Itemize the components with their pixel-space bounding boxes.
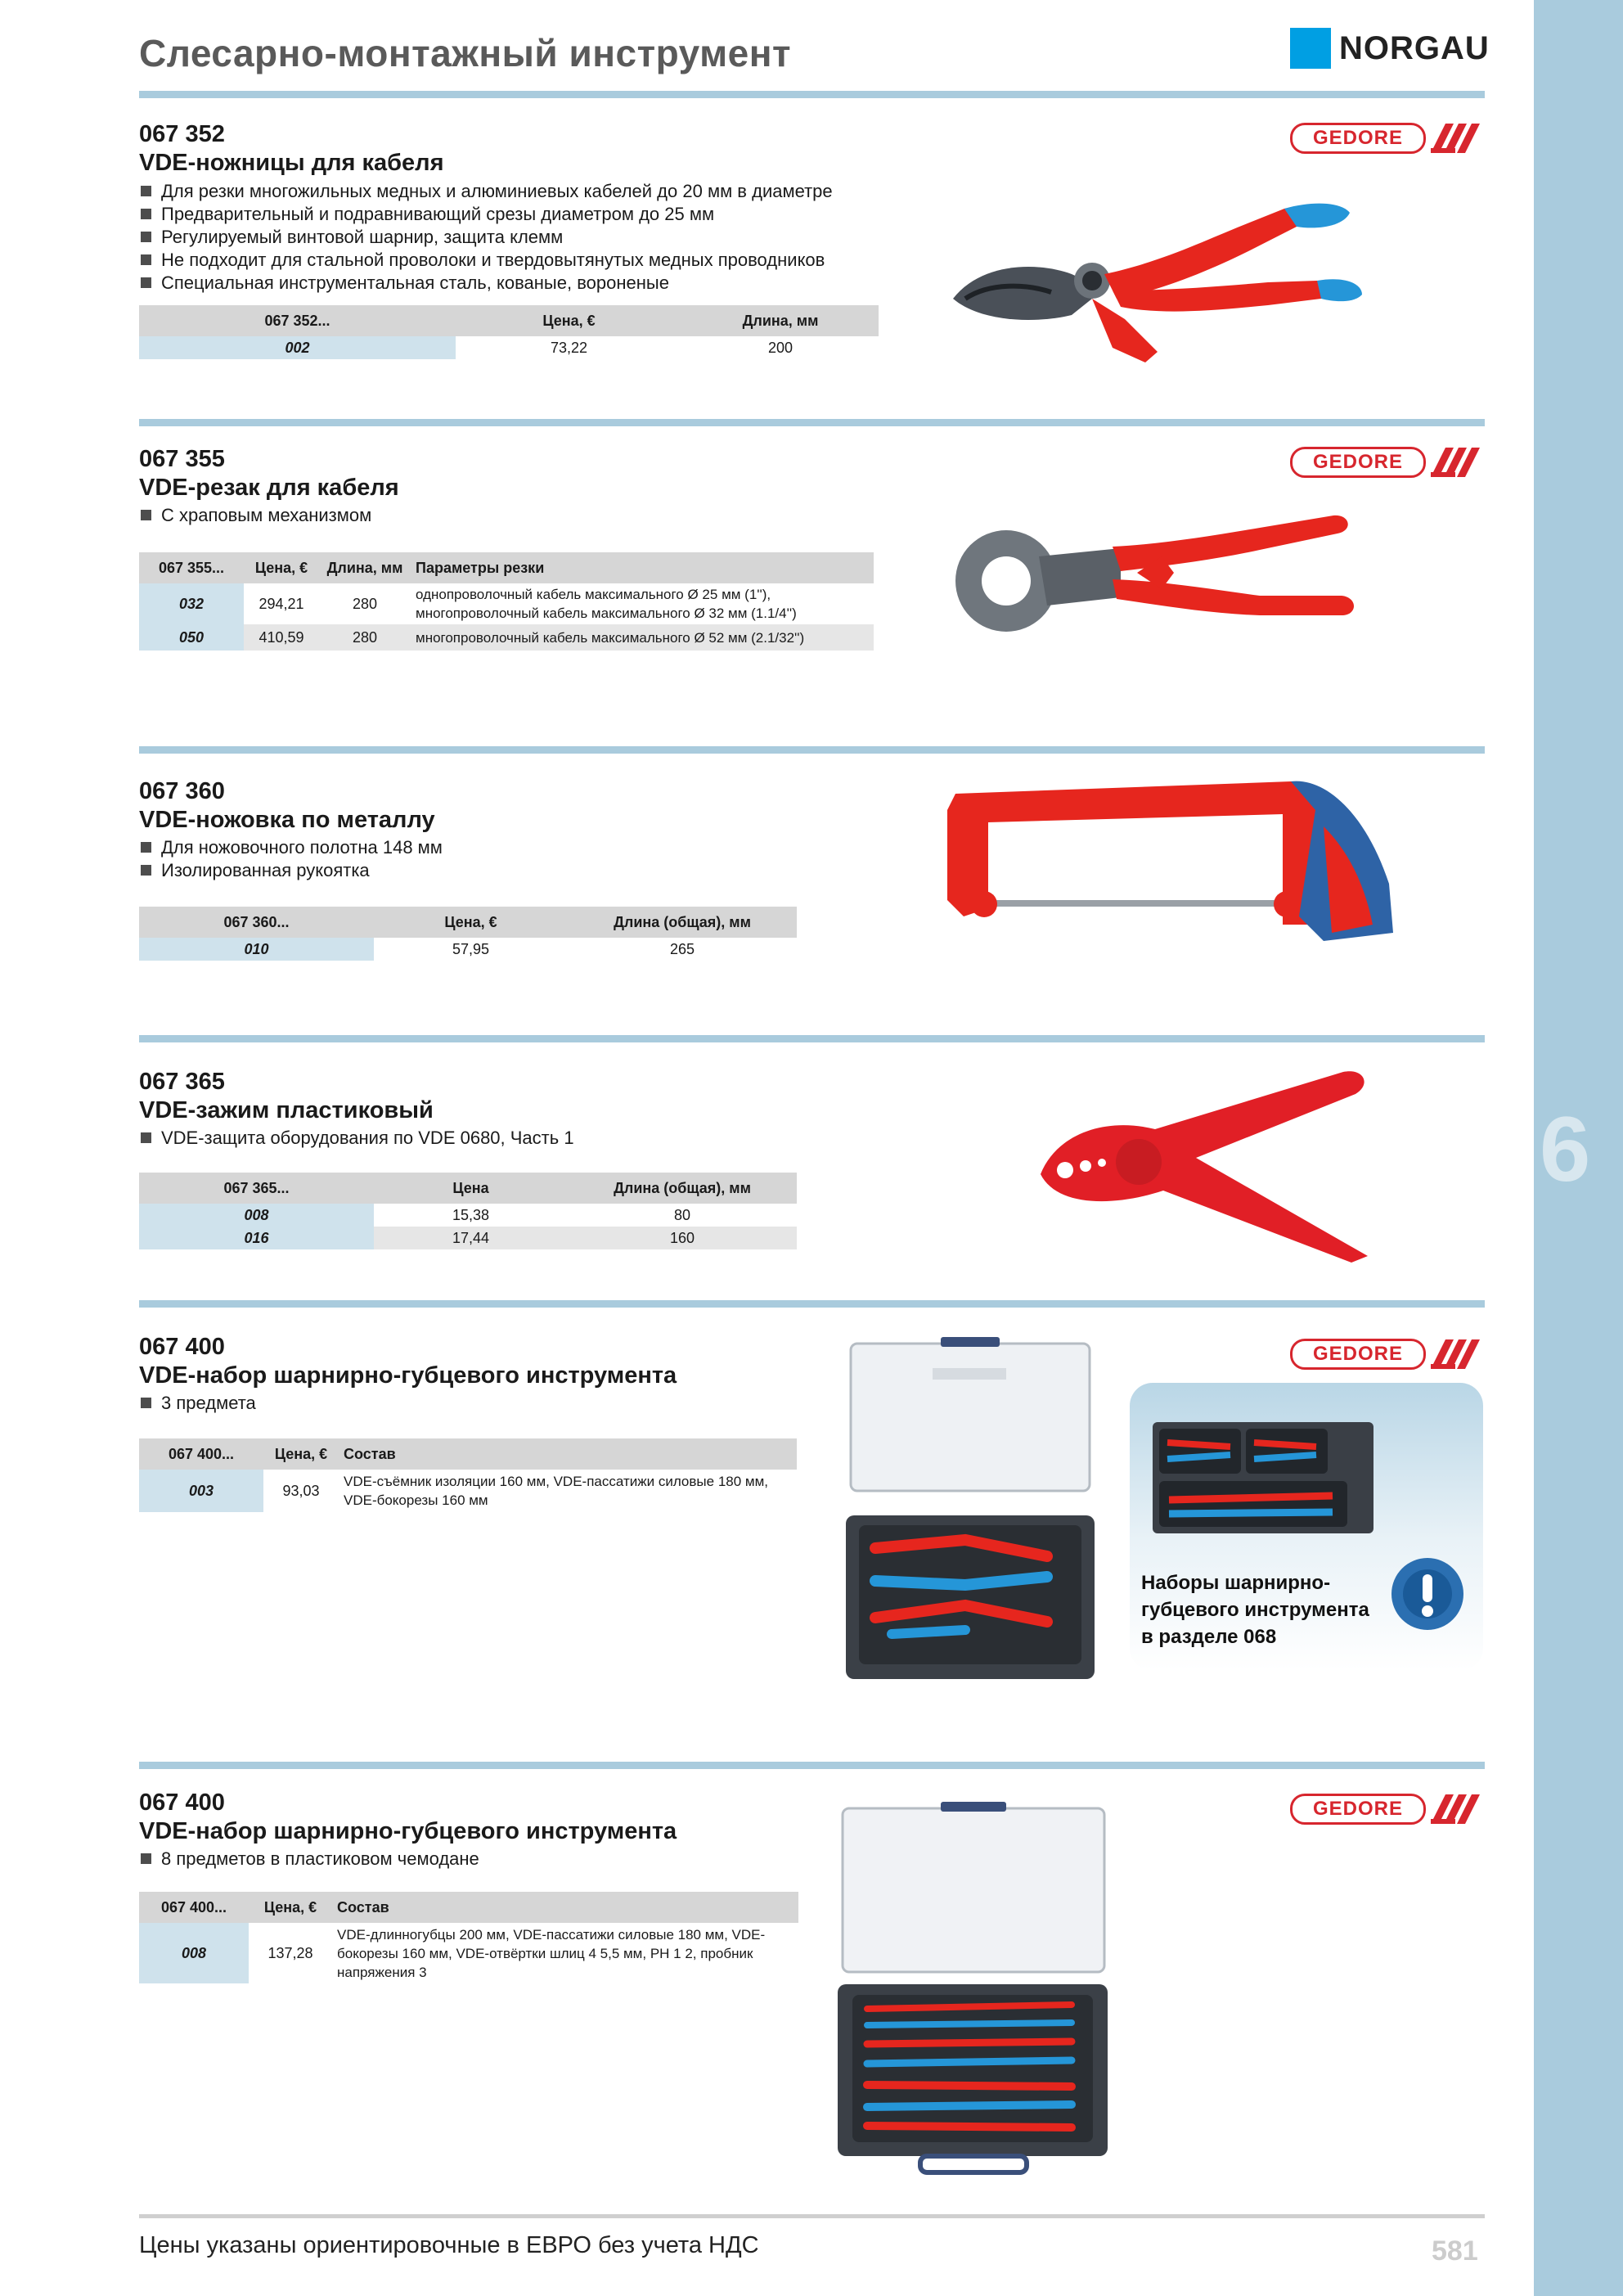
price-cell: 17,44 — [374, 1227, 568, 1249]
gedore-wordmark: GEDORE — [1290, 123, 1426, 154]
length-cell: 160 — [568, 1227, 797, 1249]
feature-item: Регулируемый винтовой шарнир, защита клемм — [141, 226, 833, 249]
feature-list — [141, 504, 371, 527]
col-header: 067 352... — [139, 305, 456, 336]
cable-shears-image — [949, 184, 1440, 368]
feature-list — [141, 836, 443, 882]
callout-box — [1130, 1383, 1483, 1671]
tool-case-3pc-image — [843, 1335, 1098, 1687]
feature-list — [141, 1392, 256, 1415]
product-name: VDE-зажим пластиковый — [139, 1097, 434, 1123]
product-name: VDE-набор шарнирно-губцевого инструмента — [139, 1818, 677, 1844]
gedore-logo — [1290, 1339, 1483, 1370]
article-cell: 003 — [139, 1470, 263, 1512]
table-header — [139, 1892, 798, 1923]
feature-item: Для ножовочного полотна 148 мм — [141, 836, 443, 859]
col-header: Состав — [339, 1438, 797, 1470]
article-cell: 032 — [139, 583, 244, 624]
callout-text: Наборы шарнирно-губцевого инструмента в разделе 068 — [1141, 1572, 1369, 1648]
gedore-stripes-icon — [1431, 124, 1483, 153]
feature-item: Для резки многожильных медных и алюминиевых кабелей до 20 мм в диаметре — [141, 180, 833, 203]
table-row — [139, 583, 874, 624]
col-header: Состав — [332, 1892, 798, 1923]
gedore-stripes-icon — [1431, 1339, 1483, 1369]
col-header: Параметры резки — [411, 552, 874, 583]
spec-table — [139, 1438, 797, 1512]
spec-table — [139, 552, 874, 651]
norgau-logo — [1290, 28, 1490, 69]
section-divider — [139, 1300, 1485, 1308]
section-divider — [139, 1762, 1485, 1769]
col-header: Цена, € — [263, 1438, 339, 1470]
table-header — [139, 552, 874, 583]
gedore-logo — [1290, 447, 1483, 478]
table-row — [139, 1470, 797, 1512]
product-code: 067 400 — [139, 1790, 225, 1816]
logo-text: NORGAU — [1339, 29, 1490, 66]
table-header — [139, 1438, 797, 1470]
spec-table — [139, 1892, 798, 1983]
col-header: Длина (общая), мм — [568, 1173, 797, 1204]
feature-list — [141, 1127, 574, 1150]
col-header: Цена, € — [374, 907, 568, 938]
product-code: 067 355 — [139, 446, 225, 472]
footer-note: Цены указаны ориентировочные в ЕВРО без учета НДС — [139, 2232, 759, 2258]
product-code: 067 400 — [139, 1334, 225, 1360]
product-name: VDE-ножовка по металлу — [139, 807, 435, 833]
price-cell: 294,21 — [259, 595, 304, 612]
table-header — [139, 907, 797, 938]
gedore-logo — [1290, 123, 1483, 154]
col-header: 067 355... — [139, 552, 244, 583]
feature-item: Изолированная рукоятка — [141, 859, 443, 882]
section-divider — [139, 1035, 1485, 1042]
cut-params-cell: многопроволочный кабель максимального Ø 52 мм (2.1/32'') — [411, 624, 874, 651]
feature-item: 8 предметов в пластиковом чемодане — [141, 1848, 479, 1871]
plastic-clamp-image — [1032, 1068, 1376, 1264]
spec-table — [139, 1173, 797, 1249]
col-header: 067 360... — [139, 907, 374, 938]
article-cell: 016 — [139, 1227, 374, 1249]
length-cell: 265 — [669, 940, 695, 957]
col-header: Длина, мм — [682, 305, 879, 336]
price-cell: 15,38 — [452, 1206, 490, 1223]
table-row — [139, 1923, 798, 1983]
hacksaw-image — [939, 777, 1397, 949]
feature-item: 3 предмета — [141, 1392, 256, 1415]
section-divider — [139, 419, 1485, 426]
col-header: Длина, мм — [319, 552, 411, 583]
table-row — [139, 1204, 797, 1227]
col-header: 067 400... — [139, 1892, 249, 1923]
spec-table — [139, 907, 797, 961]
price-cell: 93,03 — [282, 1482, 320, 1499]
page-title: Слесарно-монтажный инструмент — [139, 32, 792, 74]
table-row — [139, 624, 874, 651]
spec-table — [139, 305, 879, 359]
feature-list — [141, 1848, 479, 1871]
tool-tray-image — [1153, 1422, 1373, 1533]
price-cell: 137,28 — [268, 1944, 313, 1961]
col-header: Цена, € — [249, 1892, 332, 1923]
feature-item: С храповым механизмом — [141, 504, 371, 527]
tool-case-8pc-image — [834, 1800, 1113, 2177]
col-header: Цена, € — [244, 552, 319, 583]
feature-item: Специальная инструментальная сталь, кованые, вороненые — [141, 272, 833, 295]
contents-cell: VDE-длинногубцы 200 мм, VDE-пассатижи силовые 180 мм, VDE-бокорезы 160 мм, VDE-отвёртки шлиц 4 5,5 мм, PH 1 2, пробник напряжения 3 — [337, 1926, 766, 1980]
product-name: VDE-ножницы для кабеля — [139, 150, 444, 176]
feature-item: VDE-защита оборудования по VDE 0680, Часть 1 — [141, 1127, 574, 1150]
gedore-wordmark: GEDORE — [1290, 1339, 1426, 1370]
table-row — [139, 336, 879, 359]
gedore-wordmark: GEDORE — [1290, 1794, 1426, 1825]
product-name: VDE-набор шарнирно-губцевого инструмента — [139, 1362, 677, 1389]
table-row — [139, 1227, 797, 1249]
logo-square-icon — [1290, 28, 1331, 69]
feature-list — [141, 180, 833, 295]
length-cell: 280 — [352, 595, 378, 612]
chapter-number: 6 — [1540, 1098, 1591, 1200]
col-header: Цена — [374, 1173, 568, 1204]
section-divider — [139, 91, 1485, 98]
table-header — [139, 1173, 797, 1204]
info-exclamation-icon — [1390, 1556, 1465, 1632]
article-cell: 010 — [139, 938, 374, 961]
gedore-logo — [1290, 1794, 1483, 1825]
article-cell: 008 — [139, 1204, 374, 1227]
feature-item: Не подходит для стальной проволоки и твердовытянутых медных проводников — [141, 249, 833, 272]
col-header: 067 400... — [139, 1438, 263, 1470]
article-cell: 002 — [139, 336, 456, 359]
article-cell: 008 — [139, 1923, 249, 1983]
gedore-wordmark: GEDORE — [1290, 447, 1426, 478]
section-divider — [139, 746, 1485, 754]
price-cell: 73,22 — [550, 339, 588, 356]
price-cell: 57,95 — [452, 940, 490, 957]
col-header: Цена, € — [456, 305, 682, 336]
length-cell: 200 — [767, 339, 794, 356]
price-cell: 410,59 — [244, 624, 319, 651]
length-cell: 80 — [673, 1206, 691, 1223]
feature-item: Предварительный и подравнивающий срезы диаметром до 25 мм — [141, 203, 833, 226]
product-code: 067 360 — [139, 778, 225, 804]
table-row — [139, 938, 797, 961]
gedore-stripes-icon — [1431, 1794, 1483, 1824]
product-code: 067 352 — [139, 121, 225, 147]
contents-cell: VDE-съёмник изоляции 160 мм, VDE-пассатижи силовые 180 мм, VDE-бокорезы 160 мм — [344, 1474, 768, 1508]
col-header: Длина (общая), мм — [568, 907, 797, 938]
col-header: 067 365... — [139, 1173, 374, 1204]
product-name: VDE-резак для кабеля — [139, 475, 399, 501]
page-number: 581 — [1432, 2235, 1478, 2267]
cut-params-cell: однопроволочный кабель максимального Ø 25 мм (1''), многопроволочный кабель максимального Ø 32 мм (1.1/4'') — [416, 587, 797, 621]
table-header — [139, 305, 879, 336]
cable-cutter-image — [949, 499, 1366, 663]
article-cell: 050 — [139, 624, 244, 651]
product-code: 067 365 — [139, 1069, 225, 1095]
footer-divider — [139, 2214, 1485, 2218]
gedore-stripes-icon — [1431, 448, 1483, 477]
length-cell: 280 — [319, 624, 411, 651]
